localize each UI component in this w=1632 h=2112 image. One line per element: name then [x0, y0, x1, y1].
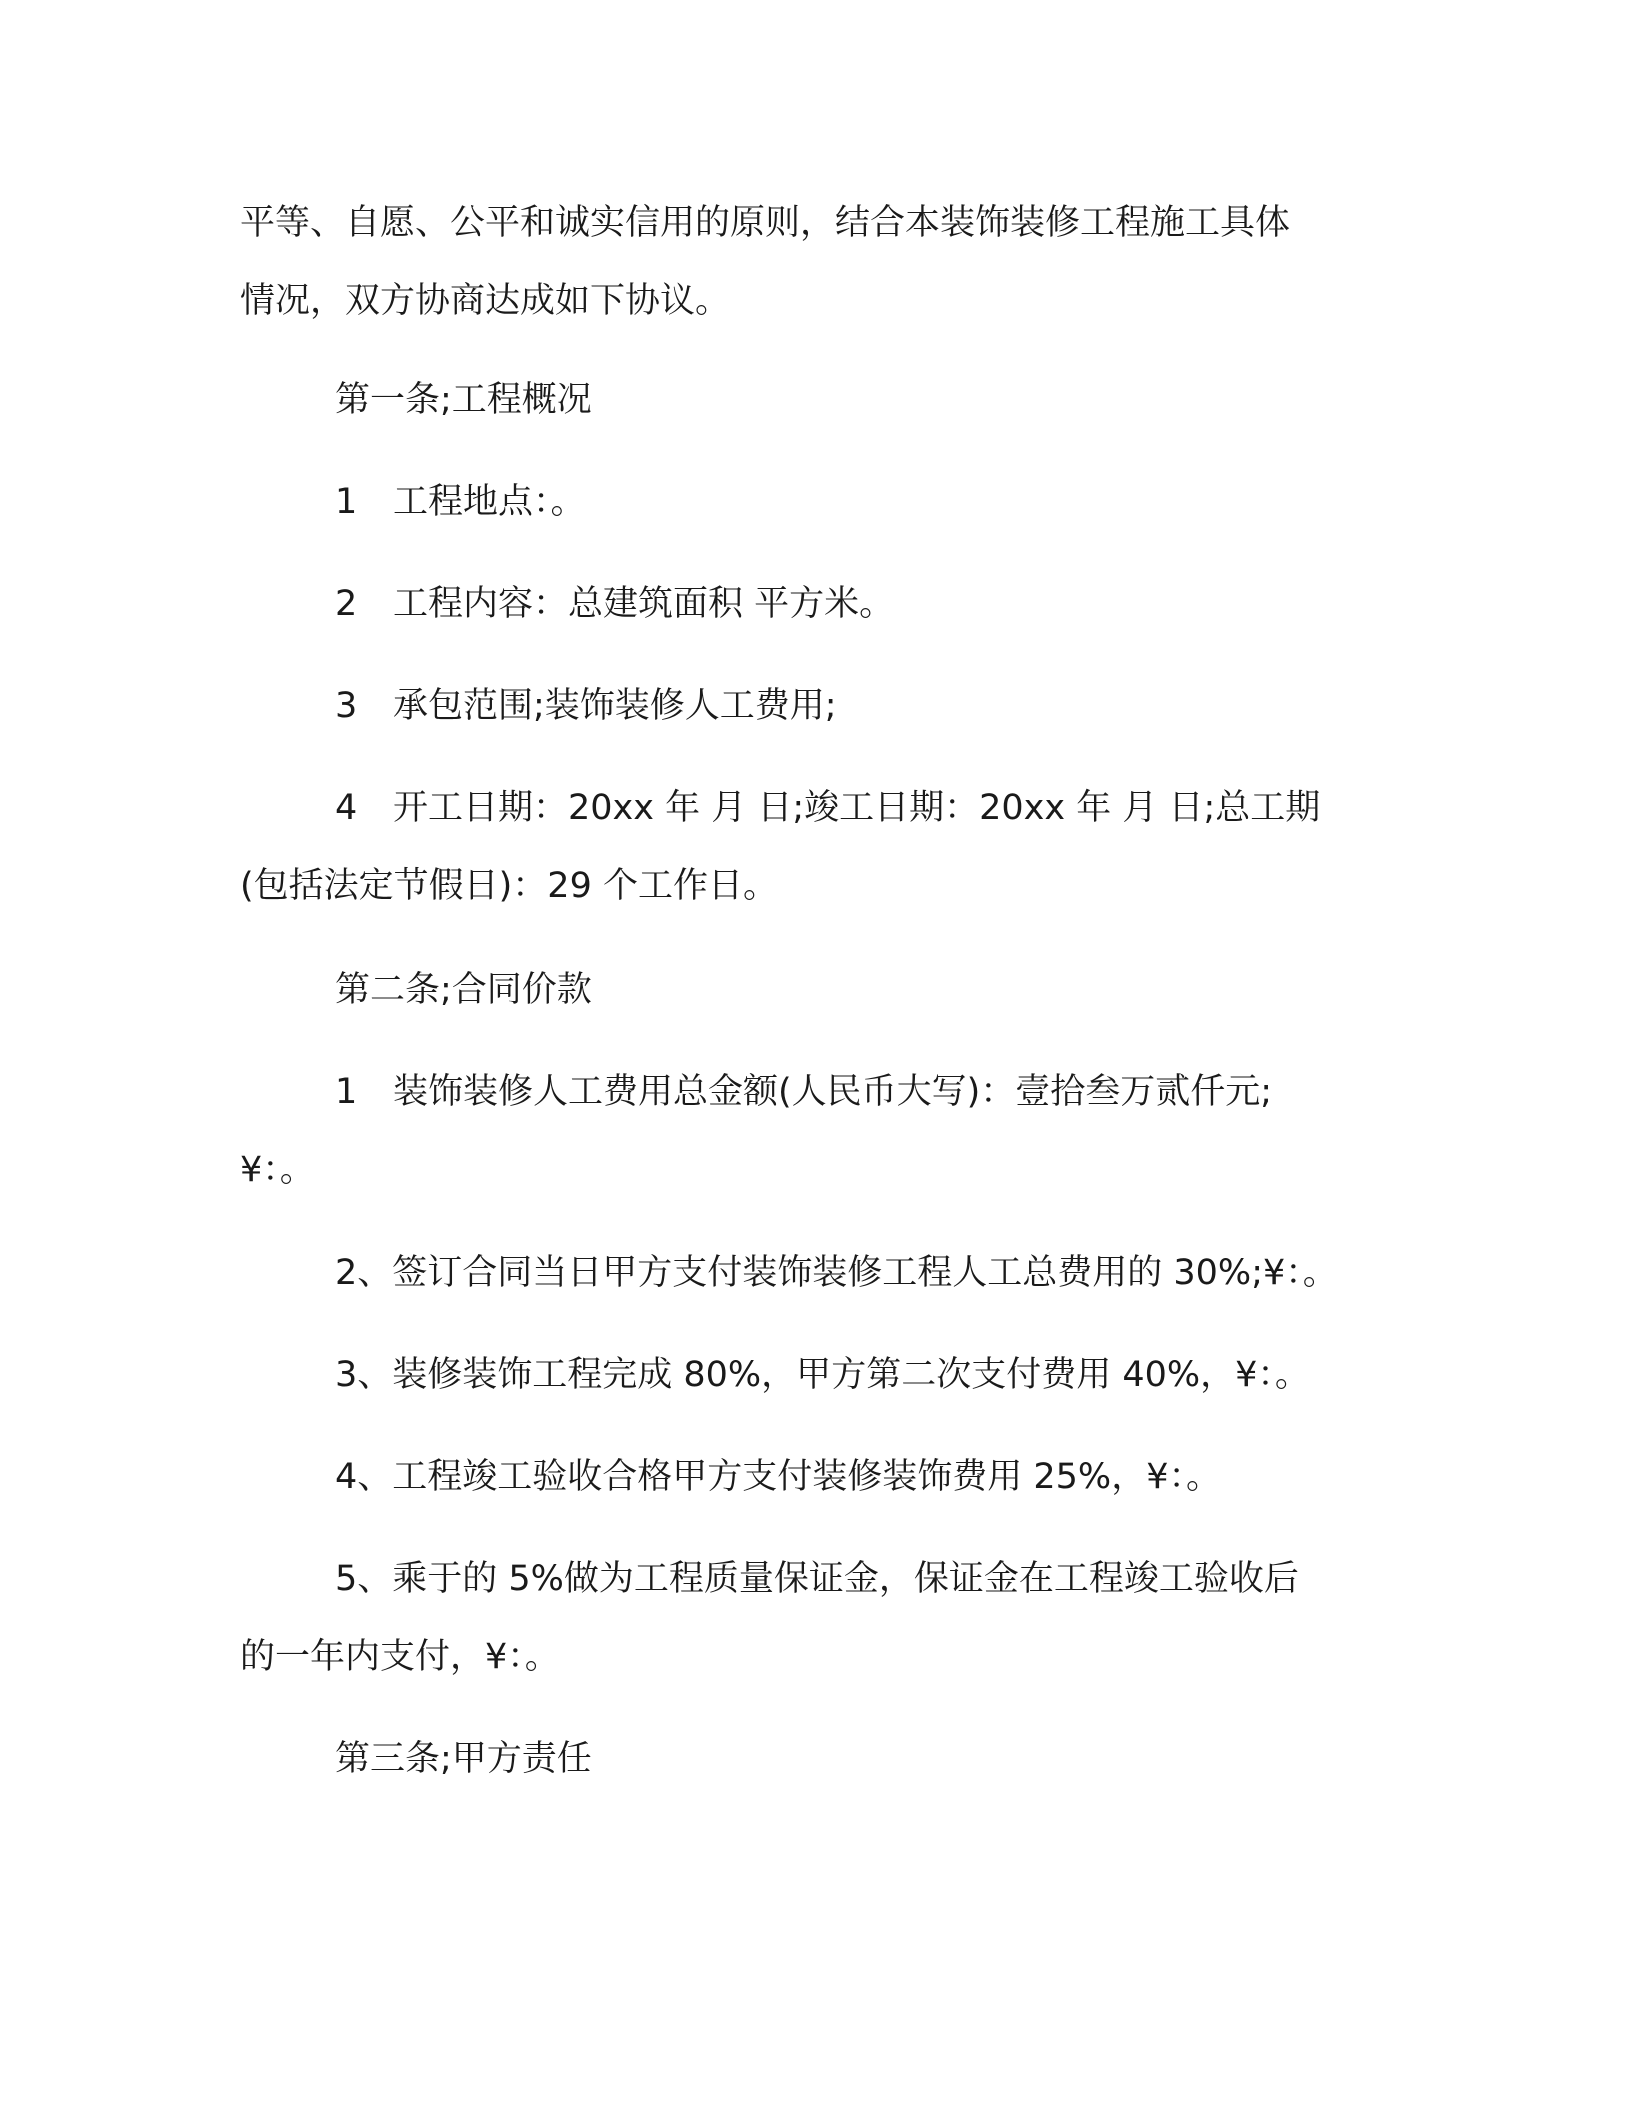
- article-2-title: 第二条;合同价款: [335, 970, 592, 1010]
- article-1-item-1: [335, 463, 1515, 541]
- article-1-item-3: [335, 667, 1515, 745]
- item-continuation: (包括法定节假日)：29 个工作日。: [240, 866, 778, 906]
- article-1-item-2: [335, 565, 1515, 643]
- item-number: 1: [335, 1072, 358, 1112]
- item-text: 开工日期：20xx 年 月 日;竣工日期：20xx 年 月 日;总工期: [393, 788, 1321, 828]
- intro-line-2: 情况，双方协商达成如下协议。: [240, 281, 731, 321]
- article-2-item-2: 2、签订合同当日甲方支付装饰装修工程人工总费用的 30%;¥：。: [335, 1253, 1338, 1293]
- item-continuation: ¥：。: [240, 1150, 315, 1190]
- item-number: 1: [335, 482, 358, 522]
- item-number: 3: [335, 686, 358, 726]
- article-2-item-3: 3、装修装饰工程完成 80%，甲方第二次支付费用 40%，¥：。: [335, 1355, 1310, 1395]
- article-2-item-5: 5、乘于的 5%做为工程质量保证金，保证金在工程竣工验收后 的一年内支付，¥：。: [335, 1540, 1515, 1696]
- item-text: 工程地点：。: [393, 482, 586, 522]
- article-3-title: 第三条;甲方责任: [335, 1739, 592, 1779]
- intro-paragraph: [240, 184, 1420, 340]
- article-2-item-4: 4、工程竣工验收合格甲方支付装修装饰费用 25%，¥：。: [335, 1457, 1221, 1497]
- item-number: 2: [335, 584, 358, 624]
- article-1-title: 第一条;工程概况: [335, 380, 592, 420]
- item-number: 4: [335, 788, 358, 828]
- article-1-item-4: [240, 769, 1515, 925]
- item-text: 承包范围;装饰装修人工费用;: [393, 686, 837, 726]
- item-text: 装饰装修人工费用总金额(人民币大写)：壹拾叁万贰仟元;: [393, 1072, 1273, 1112]
- intro-line-1: 平等、自愿、公平和诚实信用的原则，结合本装饰装修工程施工具体: [240, 203, 1291, 243]
- item-continuation: 的一年内支付，¥：。: [240, 1637, 560, 1677]
- item-text: 工程内容：总建筑面积 平方米。: [393, 584, 895, 624]
- article-2-item-1: [240, 1053, 1515, 1209]
